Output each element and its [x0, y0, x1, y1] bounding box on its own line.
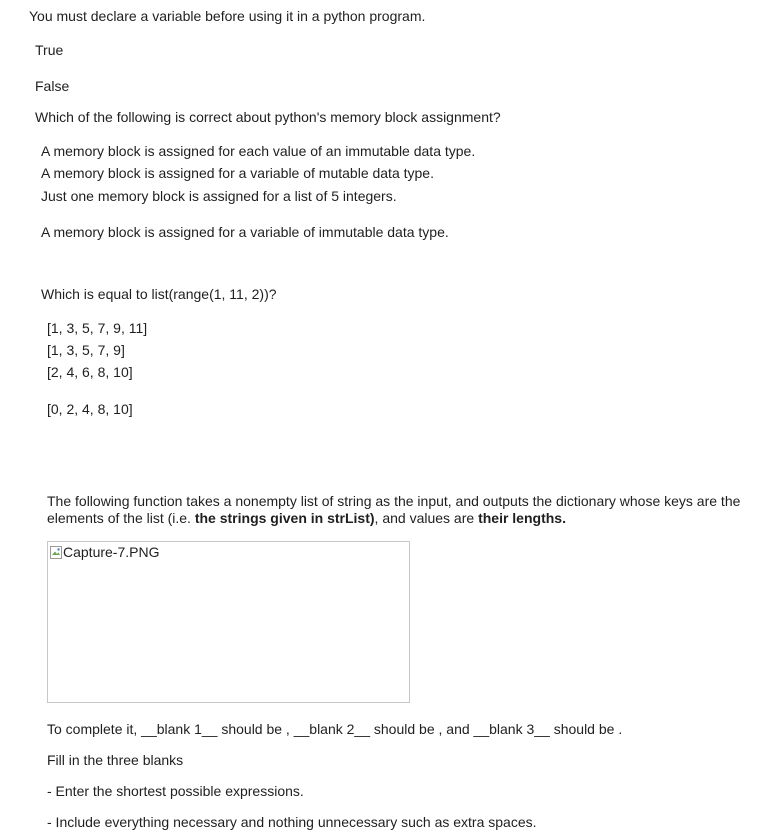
question-3-option-c[interactable]: [2, 4, 6, 8, 10] [47, 364, 133, 380]
image-alt-text: Capture-7.PNG [63, 544, 160, 560]
broken-image-icon [50, 546, 62, 559]
question-1-option-false[interactable]: False [35, 78, 70, 94]
question-3-prompt: Which is equal to list(range(1, 11, 2))? [41, 286, 277, 302]
question-4-intro-text-1: The following function takes a nonempty list of string as the input, and outputs the dictionary whose keys are the elements of the list (i.e. [47, 493, 741, 526]
question-4-complete-text: To complete it, __blank 1__ should be , __blank 2__ should be , and __blank 3__ should be . [47, 721, 623, 737]
question-3-option-a[interactable]: [1, 3, 5, 7, 9, 11] [47, 320, 148, 336]
question-4-fill-instruction: Fill in the three blanks [47, 752, 184, 768]
question-1-option-true[interactable]: True [35, 42, 64, 58]
question-2-prompt: Which of the following is correct about python's memory block assignment? [35, 109, 501, 125]
question-3-option-d[interactable]: [0, 2, 4, 8, 10] [47, 401, 133, 417]
code-image-placeholder [47, 541, 410, 703]
question-4-rule-1: - Enter the shortest possible expressions. [47, 783, 304, 799]
question-3-option-b[interactable]: [1, 3, 5, 7, 9] [47, 342, 125, 358]
question-4-intro [47, 493, 747, 527]
question-2-option-d[interactable]: A memory block is assigned for a variable of immutable data type. [41, 224, 449, 240]
question-4-rule-2: - Include everything necessary and nothing unnecessary such as extra spaces. [47, 814, 537, 830]
question-2-option-b[interactable]: A memory block is assigned for a variable of mutable data type. [41, 165, 434, 181]
question-4-intro-bold-2: their lengths. [478, 510, 566, 526]
question-2-option-c[interactable]: Just one memory block is assigned for a list of 5 integers. [41, 188, 397, 204]
question-4-intro-text-2: , and values are [374, 510, 479, 526]
question-1-prompt: You must declare a variable before using it in a python program. [29, 8, 426, 24]
question-2-option-a[interactable]: A memory block is assigned for each value of an immutable data type. [41, 143, 476, 159]
question-4-intro-bold-1: the strings given in strList) [194, 510, 375, 526]
